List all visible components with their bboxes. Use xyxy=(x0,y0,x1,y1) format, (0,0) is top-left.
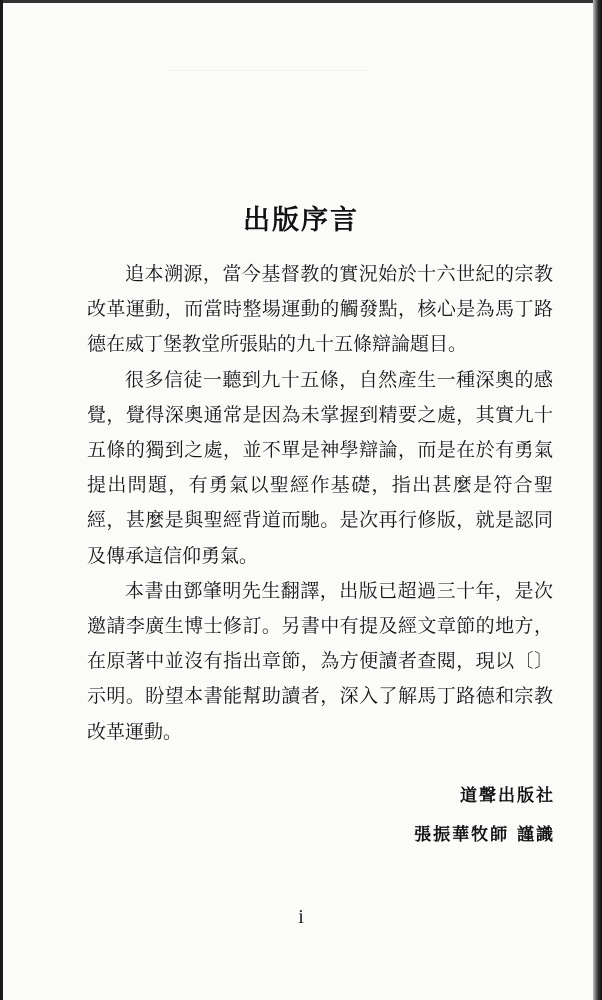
scan-edge-top xyxy=(0,0,602,3)
scan-edge-right xyxy=(593,0,602,1000)
page-number: i xyxy=(298,906,304,928)
paragraph-2: 很多信徒一聽到九十五條，自然產生一種深奧的感覺，覺得深奧通常是因為未掌握到精要之處，其實九十五條的獨到之處，並不單是神學辯論，而是在於有勇氣提出問題，有勇氣以聖經作基礎，指出甚麼是符合聖經，甚麼是與聖經背道而馳。是次再行修版，就是認同及傳承這信仰勇氣。 xyxy=(87,368,553,567)
signature-author: 張振華牧師 謹識 xyxy=(414,825,555,845)
scan-edge-left xyxy=(0,0,3,1000)
preface-body xyxy=(87,257,553,750)
page-title: 出版序言 xyxy=(243,205,359,237)
signature-publisher: 道聲出版社 xyxy=(460,786,555,806)
show-through-marks xyxy=(170,70,370,83)
paragraph-3: 本書由鄧肇明先生翻譯，出版已超過三十年，是次邀請李廣生博士修訂。另書中有提及經文章節的地方，在原著中並沒有指出章節，為方便讀者查閱，現以〔〕示明。盼望本書能幫助讀者，深入了解馬丁路德和宗教改革運動。 xyxy=(87,579,553,743)
paragraph-1: 追本溯源，當今基督教的實況始於十六世紀的宗教改革運動，而當時整場運動的觸發點，核心是為馬丁路德在威丁堡教堂所張貼的九十五條辯論題目。 xyxy=(87,263,553,356)
